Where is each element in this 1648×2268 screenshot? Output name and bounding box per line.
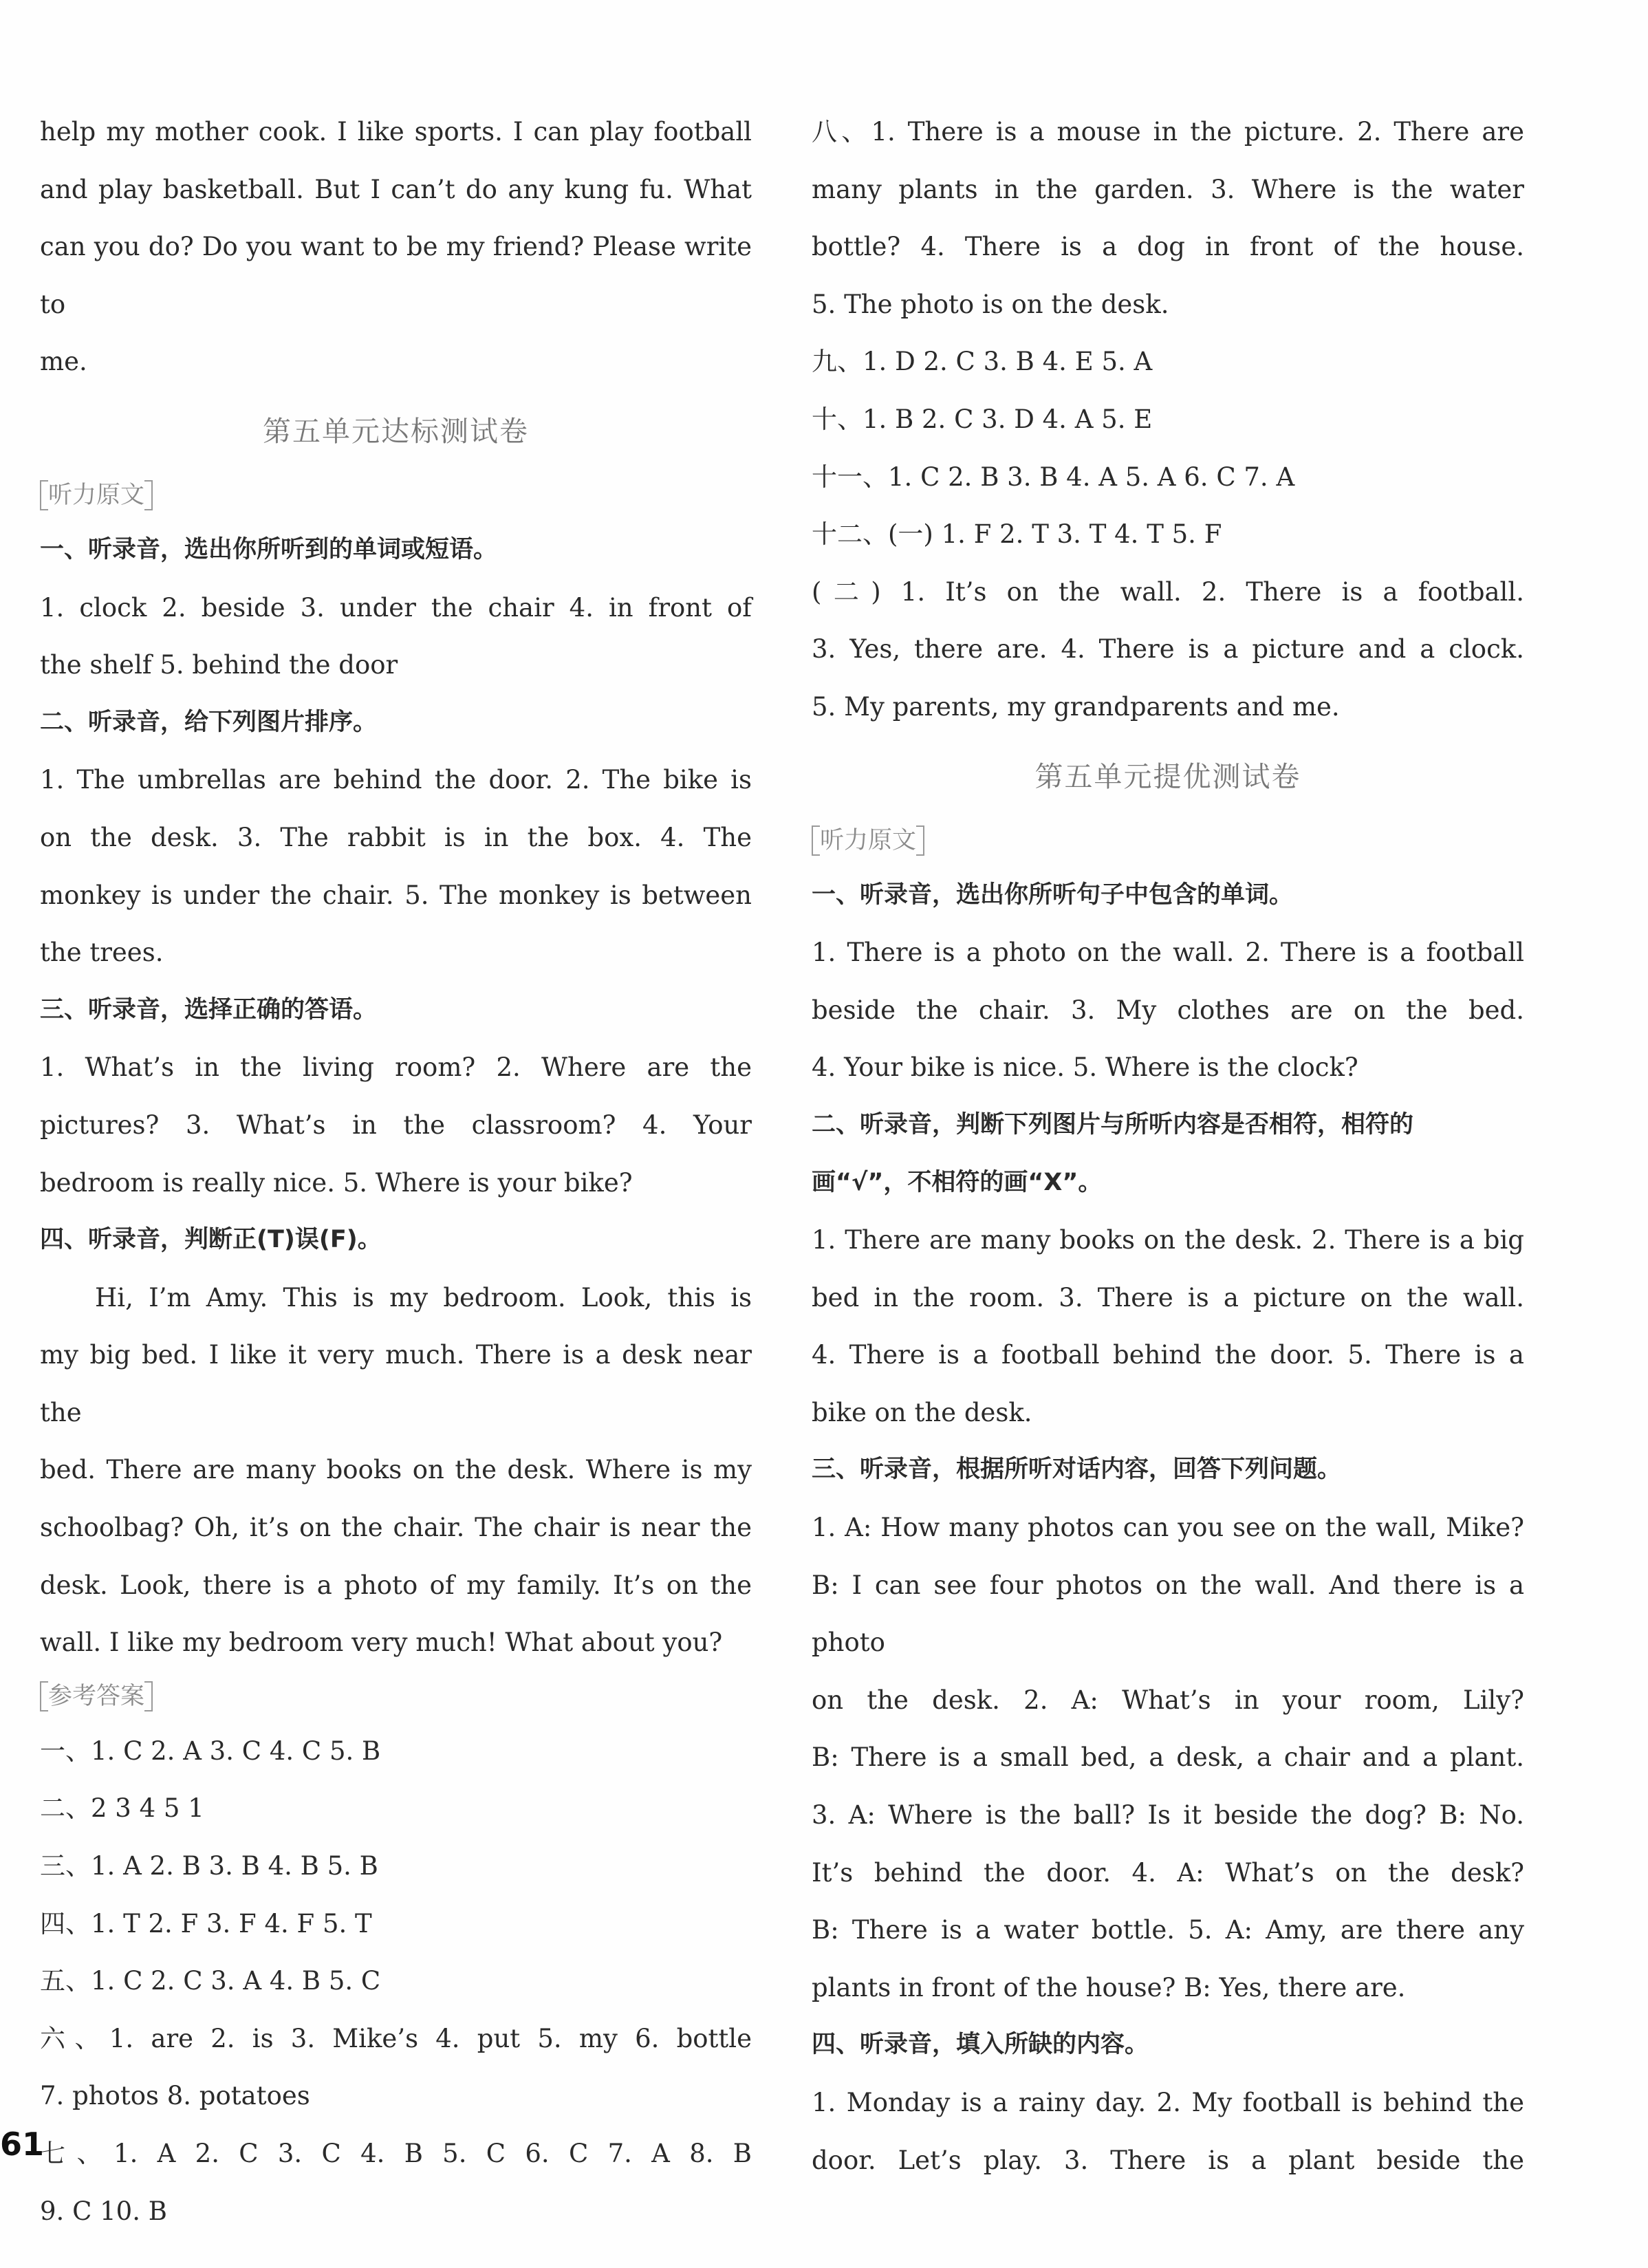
answer-line: many plants in the garden. 3. Where is the water (812, 174, 1524, 204)
answer-line: 八、1. There is a mouse in the picture. 2. There are (812, 117, 1524, 147)
text-line: 1. The umbrellas are behind the door. 2. The bike is (40, 765, 752, 795)
unit-title: 第五单元达标测试卷 (263, 414, 529, 448)
text-line: the trees. (40, 938, 164, 968)
answer-line: 5. My parents, my grandparents and me. (812, 691, 1340, 722)
text-line: B: There is a small bed, a desk, a chair and a plant. (812, 1742, 1524, 1773)
text-line: plants in front of the house? B: Yes, there are. (812, 1972, 1406, 2002)
left-column (40, 103, 752, 2240)
unit-title: 第五单元提优测试卷 (1034, 759, 1301, 793)
text-line: the shelf 5. behind the door (40, 650, 398, 680)
answer-line: 九、1. D 2. C 3. B 4. E 5. A (812, 347, 1153, 377)
listening-script-tag: 听力原文 (40, 477, 153, 513)
text-line: B: There is a water bottle. 5. A: Amy, are there any (812, 1915, 1524, 1945)
text-line: desk. Look, there is a photo of my family. It’s on the (40, 1570, 752, 1600)
answer-line: 5. The photo is on the desk. (812, 289, 1169, 319)
answer-line: 3. Yes, there are. 4. There is a picture and a clock. (812, 634, 1524, 665)
text-line: 4. Your bike is nice. 5. Where is the clock? (812, 1052, 1358, 1083)
text-line: my big bed. I like it very much. There is a desk near the (40, 1340, 752, 1427)
text-line: door. Let’s play. 3. There is a plant beside the (812, 2145, 1524, 2175)
text-line: monkey is under the chair. 5. The monkey is between (40, 880, 752, 910)
text-line: schoolbag? Oh, it’s on the chair. The chair is near the (40, 1513, 752, 1543)
answer-line: 六、1. are 2. is 3. Mike’s 4. put 5. my 6. bottle (40, 2023, 752, 2053)
section-heading: 三、听录音，选择正确的答语。 (40, 995, 378, 1024)
text-line: 1. A: How many photos can you see on the wall, Mike? (812, 1513, 1524, 1543)
section-heading: 三、听录音，根据所听对话内容，回答下列问题。 (812, 1456, 1342, 1484)
answer-line: 十一、1. C 2. B 3. B 4. A 5. A 6. C 7. A (812, 462, 1295, 492)
text-line: can you do? Do you want to be my friend? Please write to (40, 232, 752, 319)
text-line: B: I can see four photos on the wall. And there is a photo (812, 1570, 1524, 1658)
answer-line: 二、2 3 4 5 1 (40, 1793, 204, 1824)
section-heading: 四、听录音，填入所缺的内容。 (812, 2031, 1149, 2059)
section-heading: 二、听录音，判断下列图片与所听内容是否相符，相符的 (812, 1110, 1414, 1138)
section-heading: 四、听录音，判断正(T)误(F)。 (40, 1226, 382, 1254)
text-line: and play basketball. But I can’t do any kung fu. What (40, 174, 752, 204)
text-line: 1. What’s in the living room? 2. Where are the (40, 1052, 752, 1083)
text-line: 1. clock 2. beside 3. under the chair 4. in front of (40, 592, 752, 623)
text-line: wall. I like my bedroom very much! What about you? (40, 1628, 723, 1658)
answer-line: 三、1. A 2. B 3. B 4. B 5. B (40, 1851, 378, 1881)
answer-line: bottle? 4. There is a dog in front of the house. (812, 232, 1524, 262)
text-line: 1. There is a photo on the wall. 2. There is a football (812, 938, 1524, 968)
text-line: Hi, I’m Amy. This is my bedroom. Look, this is (95, 1282, 752, 1313)
text-line: 1. There are many books on the desk. 2. There is a big (812, 1225, 1524, 1255)
listening-script-tag: 听力原文 (812, 823, 924, 858)
section-heading: 一、听录音，选出你所听到的单词或短语。 (40, 535, 498, 563)
text-line: bike on the desk. (812, 1397, 1032, 1427)
text-line: me. (40, 347, 87, 377)
text-line: on the desk. 3. The rabbit is in the box. 4. The (40, 822, 752, 852)
text-line: bed in the room. 3. There is a picture on the wall. (812, 1282, 1524, 1313)
text-line: 3. A: Where is the ball? Is it beside the dog? B: No. (812, 1800, 1524, 1830)
answer-line: 十、1. B 2. C 3. D 4. A 5. E (812, 404, 1153, 434)
answers-tag: 参考答案 (40, 1678, 153, 1714)
answer-line: 四、1. T 2. F 3. F 4. F 5. T (40, 1908, 372, 1938)
section-heading: 一、听录音，选出你所听句子中包含的单词。 (812, 881, 1294, 909)
answer-line: 9. C 10. B (40, 2196, 167, 2226)
right-column (812, 103, 1524, 2189)
answer-line: (二) 1. It’s on the wall. 2. There is a football. (812, 576, 1524, 607)
page-number: 61 (0, 2126, 45, 2163)
text-line: pictures? 3. What’s in the classroom? 4. Your (40, 1110, 752, 1140)
text-line: It’s behind the door. 4. A: What’s on the desk? (812, 1857, 1524, 1888)
answer-line: 五、1. C 2. C 3. A 4. B 5. C (40, 1966, 381, 1996)
section-heading: 画“√”，不相符的画“X”。 (812, 1168, 1103, 1196)
answer-line: 十二、(一) 1. F 2. T 3. T 4. T 5. F (812, 519, 1222, 550)
text-line: 1. Monday is a rainy day. 2. My football is behind the (812, 2088, 1524, 2117)
answer-line: 七、1. A 2. C 3. C 4. B 5. C 6. C 7. A 8. B (40, 2139, 752, 2168)
text-line: bed. There are many books on the desk. Where is my (40, 1455, 752, 1485)
text-line: help my mother cook. I like sports. I can play football (40, 117, 752, 147)
answer-line: 一、1. C 2. A 3. C 4. C 5. B (40, 1736, 381, 1766)
text-line: beside the chair. 3. My clothes are on the bed. (812, 995, 1524, 1025)
text-line: on the desk. 2. A: What’s in your room, Lily? (812, 1685, 1524, 1715)
answer-line: 7. photos 8. potatoes (40, 2081, 310, 2111)
text-line: bedroom is really nice. 5. Where is your bike? (40, 1167, 633, 1198)
section-heading: 二、听录音，给下列图片排序。 (40, 708, 378, 736)
text-line: 4. There is a football behind the door. 5. There is a (812, 1340, 1524, 1370)
